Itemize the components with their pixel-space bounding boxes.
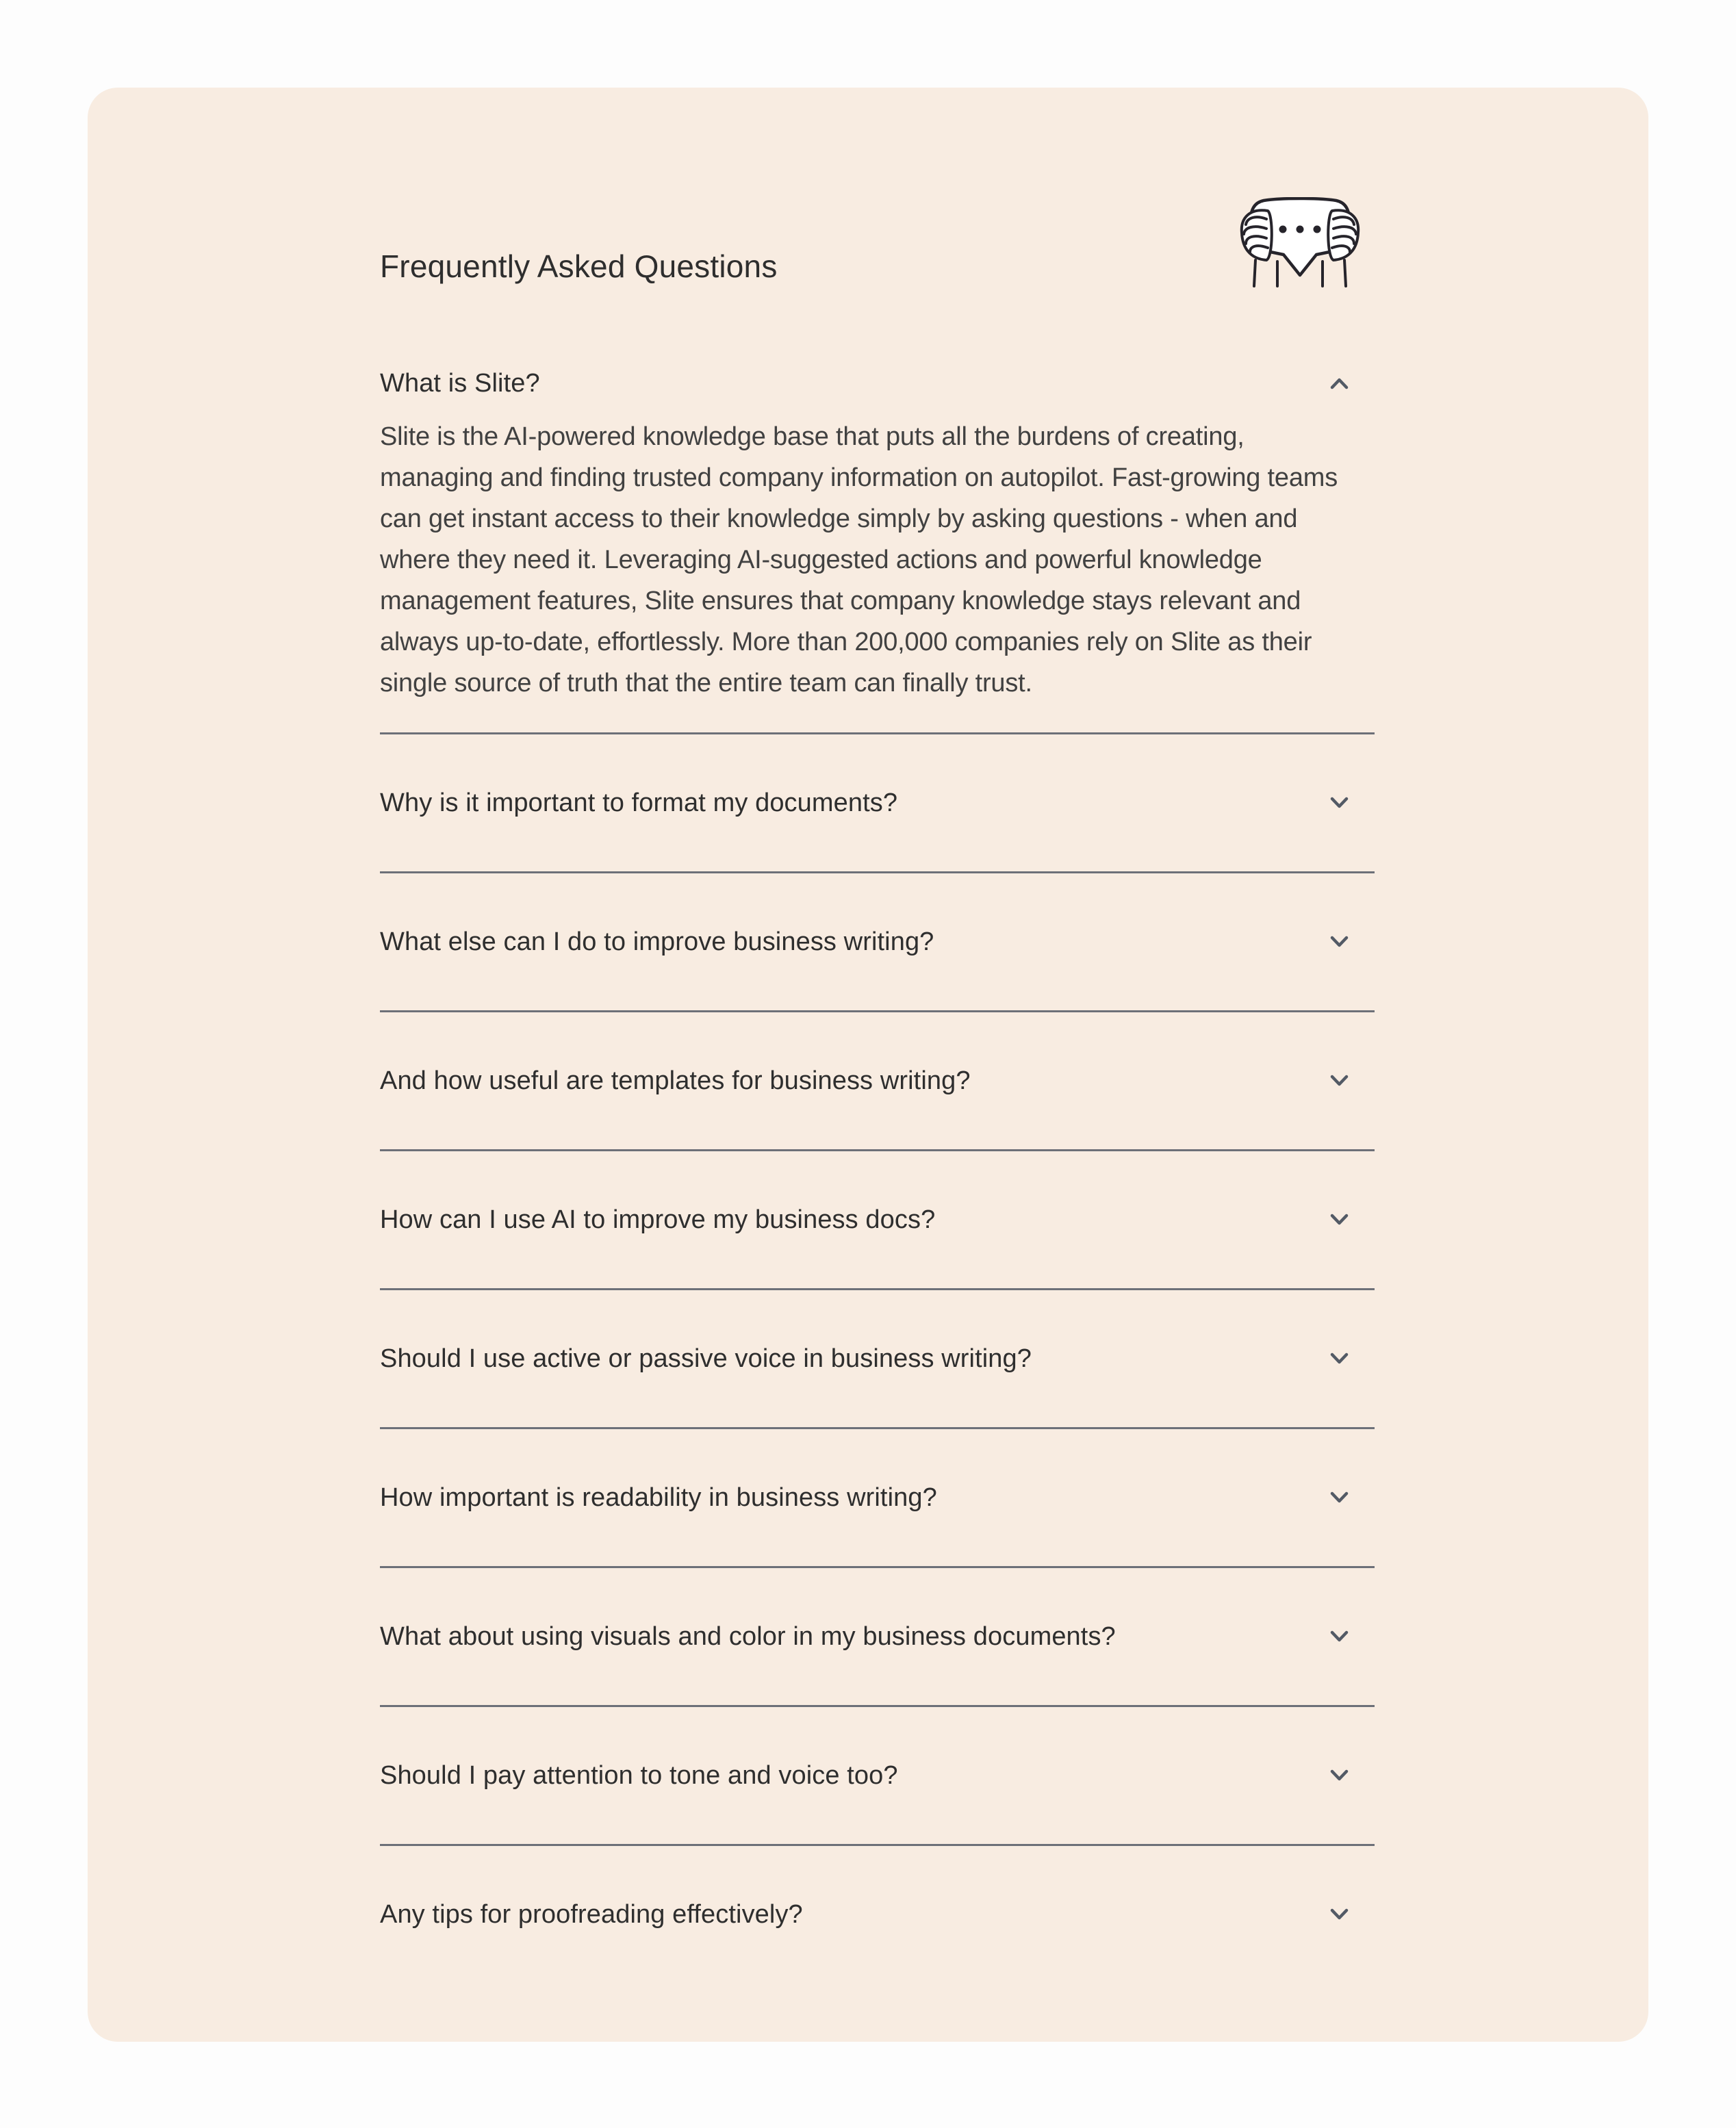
faq-question-toggle[interactable] bbox=[380, 1429, 1375, 1566]
faq-question-text: Why is it important to format my documents? bbox=[380, 789, 898, 817]
faq-item bbox=[380, 1707, 1375, 1846]
faq-question-toggle[interactable] bbox=[380, 1846, 1375, 1983]
faq-question-text: And how useful are templates for business writing? bbox=[380, 1066, 971, 1095]
faq-question-toggle[interactable] bbox=[380, 1290, 1375, 1427]
faq-question-text: How can I use AI to improve my business docs? bbox=[380, 1205, 936, 1234]
faq-list bbox=[380, 364, 1375, 1983]
faq-question-text: How important is readability in business writing? bbox=[380, 1483, 937, 1512]
faq-question-text: Should I pay attention to tone and voice too? bbox=[380, 1761, 898, 1790]
faq-question-toggle[interactable] bbox=[380, 1012, 1375, 1149]
faq-question-toggle[interactable] bbox=[380, 1568, 1375, 1705]
chevron-down-icon[interactable] bbox=[1330, 1630, 1349, 1643]
faq-item bbox=[380, 873, 1375, 1012]
faq-item bbox=[380, 1568, 1375, 1707]
chevron-down-icon[interactable] bbox=[1330, 1353, 1349, 1365]
faq-question-text: Should I use active or passive voice in business writing? bbox=[380, 1344, 1032, 1373]
chevron-up-icon[interactable] bbox=[1330, 377, 1349, 389]
faq-question-toggle[interactable] bbox=[380, 873, 1375, 1010]
hands-holding-speech-bubble-icon bbox=[1239, 197, 1361, 287]
faq-item bbox=[380, 1151, 1375, 1290]
faq-question-text: Any tips for proofreading effectively? bbox=[380, 1900, 803, 1929]
faq-question-toggle[interactable] bbox=[380, 1151, 1375, 1288]
faq-item bbox=[380, 734, 1375, 873]
faq-item bbox=[380, 1012, 1375, 1151]
faq-item bbox=[380, 1290, 1375, 1429]
faq-item bbox=[380, 1429, 1375, 1568]
chevron-down-icon[interactable] bbox=[1330, 1075, 1349, 1087]
faq-header bbox=[380, 197, 1375, 287]
faq-card bbox=[88, 88, 1648, 2042]
faq-question-text: What else can I do to improve business writing? bbox=[380, 927, 934, 956]
faq-answer-text: Slite is the AI-powered knowledge base that puts all the burdens of creating, managing and finding trusted company information on autopilot. Fast-growing teams can get instant access to their knowledge simply by asking questions - when and where they need it. Leveraging AI-suggested actions and powerful knowledge management features, Slite ensures that company knowledge stays relevant and always up-to-date, effortlessly. More than 200,000 companies rely on Slite as their single source of truth that the entire team can finally trust. bbox=[380, 422, 1338, 697]
faq-question-toggle[interactable] bbox=[380, 734, 1375, 871]
page-title: Frequently Asked Questions bbox=[380, 248, 778, 284]
faq-question-toggle[interactable] bbox=[380, 1707, 1375, 1844]
chevron-down-icon[interactable] bbox=[1330, 936, 1349, 948]
chevron-down-icon[interactable] bbox=[1330, 1491, 1349, 1504]
faq-question-text: What about using visuals and color in my business documents? bbox=[380, 1622, 1116, 1651]
chevron-down-icon[interactable] bbox=[1330, 1769, 1349, 1782]
faq-item bbox=[380, 1846, 1375, 1983]
faq-question-text: What is Slite? bbox=[380, 369, 540, 398]
chevron-down-icon[interactable] bbox=[1330, 1908, 1349, 1921]
chevron-down-icon[interactable] bbox=[1330, 1214, 1349, 1226]
faq-question-toggle[interactable] bbox=[380, 364, 1375, 402]
faq-item bbox=[380, 364, 1375, 734]
chevron-down-icon[interactable] bbox=[1330, 797, 1349, 809]
